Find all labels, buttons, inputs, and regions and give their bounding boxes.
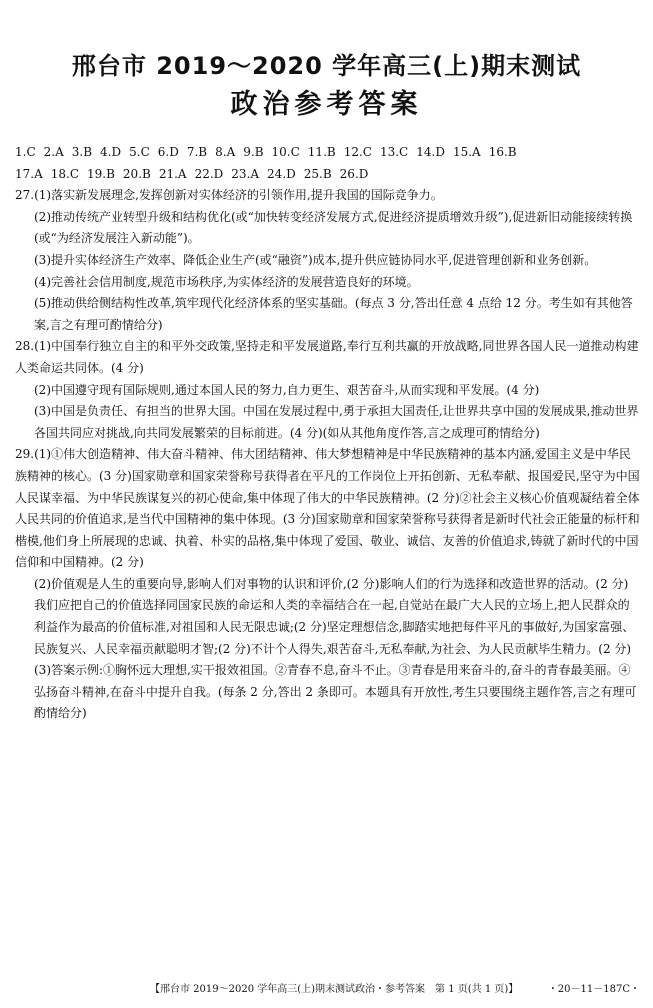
choice-answer: 25.B — [303, 166, 332, 181]
choice-answers-row-1 — [15, 142, 640, 164]
choice-answer: 19.B — [87, 166, 115, 181]
q27-part-3: (3)提升实体经济生产效率、降低企业生产(或“融资”)成本,提升供应链协同水平,促进管理创新和业务创新。 — [34, 252, 597, 267]
page-footer — [150, 980, 640, 995]
choice-answer: 4.D — [100, 145, 122, 159]
choice-answer: 8.A — [215, 145, 236, 159]
choice-answer: 15.A — [452, 145, 481, 159]
q29-part-3: (3)答案示例:①胸怀远大理想,实干报效祖国。②青春不息,奋斗不止。③青春是用来奋斗的,奋斗的青春最美丽。④弘扬奋斗精神,在奋斗中提升自我。(每条 2 分,答出 2 条即可。本题具有开放性,考生只要围绕主题作答,言之有理可酌情给分) — [34, 663, 637, 721]
page-subtitle: 政治参考答案 — [230, 89, 423, 120]
q27-part-4: (4)完善社会信用制度,规范市场秩序,为实体经济的发展营造良好的环境。 — [34, 274, 419, 289]
q29-part-1: 29.(1)①伟大创造精神、伟大奋斗精神、伟大团结精神、伟大梦想精神是中华民族精神的基本内涵,爱国主义是中华民族精神的核心。(3 分)国家勋章和国家荣誉称号获得者在平凡的工作岗位上开拓创新、无私奉献、报国爱民,坚守为中国人民谋幸福、为中华民族谋复兴的初心使命,集中体现了伟大的中华民族精神。(2 分)②社会主义核心价值观凝结着全体人民共同的价值追求,是当代中国精神的集中体现。(3 分)国家勋章和国家荣誉称号获得者是新时代社会正能量的标杆和楷模,他们身上所展现的忠诚、执着、朴实的品格,集中体现了爱国、敬业、诚信、友善的价值追求,铸就了新时代的中国信仰和中国精神。(2 分) — [15, 447, 640, 570]
q28-part-1: 28.(1)中国奉行独立自主的和平外交政策,坚持走和平发展道路,奉行互利共赢的开放战略,同世界各国人民一道推动构建人类命运共同体。(4 分) — [15, 339, 639, 375]
choice-answer: 1.C — [15, 145, 36, 159]
question-27 — [15, 185, 640, 336]
q28-part-2: (2)中国遵守现有国际规则,通过本国人民的努力,自力更生、艰苦奋斗,从而实现和平发展。(4 分) — [34, 382, 540, 397]
choice-answer: 24.D — [267, 166, 296, 181]
choice-answer: 18.C — [50, 166, 80, 181]
document-body — [15, 142, 640, 725]
choice-answer: 6.D — [157, 145, 179, 159]
choice-answer: 17.A — [15, 166, 43, 181]
q27-part-2: (2)推动传统产业转型升级和结构优化(或“加快转变经济发展方式,促进经济提质增效升级”),促进新旧动能接续转换(或“为经济发展注入新动能”)。 — [34, 209, 633, 246]
q27-part-1: 27.(1)落实新发展理念,发挥创新对实体经济的引领作用,提升我国的国际竞争力。 — [15, 188, 443, 203]
question-29 — [15, 444, 640, 725]
choice-answer: 2.A — [43, 145, 64, 159]
footer-code: ・20－11－187C・ — [547, 984, 640, 995]
q27-part-5: (5)推动供给侧结构性改革,筑牢现代化经济体系的坚实基础。(每点 3 分,答出任意 4 点给 12 分。考生如有其他答案,言之有理可酌情给分) — [34, 296, 633, 332]
q28-part-3: (3)中国是负责任、有担当的世界大国。中国在发展过程中,勇于承担大国责任,让世界共享中国的发展成果,推动世界各国共同应对挑战,向共同发展繁荣的目标前进。(4 分)(如从其他角度作答,言之成理可酌情给分) — [34, 404, 639, 440]
choice-answer: 9.B — [243, 145, 264, 159]
choice-answer: 20.B — [122, 166, 151, 181]
choice-answer: 26.D — [339, 166, 369, 181]
choice-answer: 14.D — [416, 145, 445, 159]
choice-answer: 3.B — [71, 145, 93, 159]
q29-part-2: (2)价值观是人生的重要向导,影响人们对事物的认识和评价,(2 分)影响人们的行为选择和改造世界的活动。(2 分)我们应把自己的价值选择同国家民族的命运和人类的幸福结合在一起,自觉站在最广大人民的立场上,把人民群众的利益作为最高的价值标准,对祖国和人民无限忠诚;(2 分)坚定理想信念,脚踏实地把每件平凡的事做好,为国家富强、民族复兴、人民幸福贡献聪明才智;(2 分)不计个人得失,艰苦奋斗,无私奉献,为社会、为人民贡献毕生精力。(2 分) — [34, 576, 635, 656]
choice-answer: 22.D — [194, 166, 224, 181]
choice-answer: 10.C — [271, 145, 300, 159]
choice-answer: 23.A — [231, 166, 260, 181]
choice-answers-row-2 — [15, 164, 640, 186]
choice-answer: 5.C — [129, 145, 150, 159]
choice-answer: 16.B — [488, 145, 517, 159]
choice-answer: 12.C — [343, 145, 372, 159]
page-title: 邢台市 2019～2020 学年高三(上)期末测试 — [71, 52, 582, 80]
choice-answer: 11.B — [307, 145, 336, 159]
choice-answer: 13.C — [379, 145, 409, 159]
choice-answer: 21.A — [158, 166, 187, 181]
footer-page-info: 【邢台市 2019～2020 学年高三(上)期末测试政治・参考答案 第 1 页(共 1 页)】 — [150, 984, 519, 995]
question-28 — [15, 336, 640, 444]
choice-answer: 7.B — [186, 145, 208, 159]
